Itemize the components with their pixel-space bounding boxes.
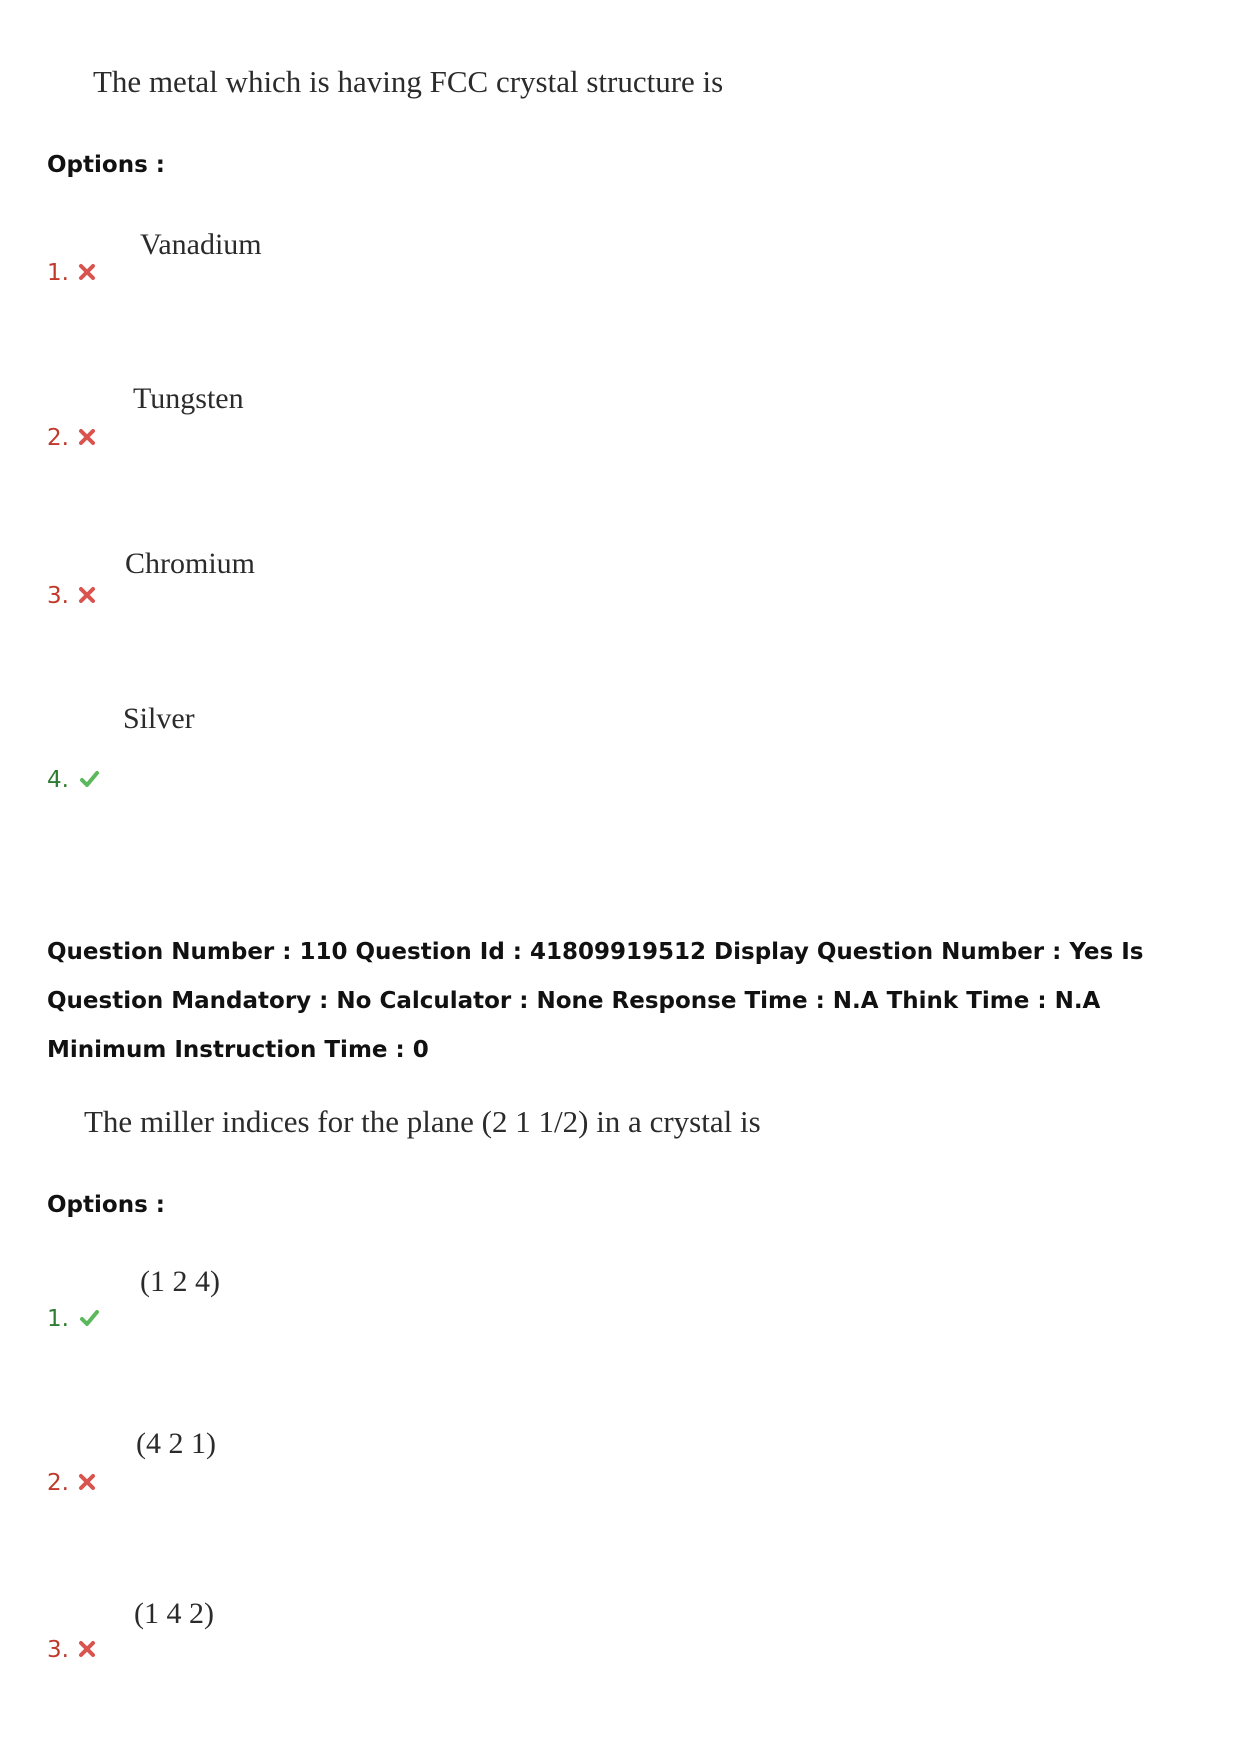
option-text: (1 4 2)	[134, 1597, 214, 1630]
option-number: 3.	[47, 1637, 97, 1663]
cross-icon	[77, 585, 97, 605]
question-text: The metal which is having FCC crystal structure is	[93, 64, 724, 99]
cross-icon	[77, 427, 97, 447]
question-meta: Question Number : 110 Question Id : 41809919512 Display Question Number : Yes Is Question Mandatory : No Calculator : None Response Time : N.A Think Time : N.A Minimum Instruction Time : 0	[47, 939, 1144, 1063]
option-number: 1.	[47, 1306, 101, 1332]
options-heading: Options :	[47, 1192, 165, 1218]
option-text: (1 2 4)	[140, 1265, 220, 1298]
option-number: 2.	[47, 425, 97, 451]
question-text: The miller indices for the plane (2 1 1/2) in a crystal is	[84, 1104, 761, 1139]
cross-icon	[77, 262, 97, 282]
options-heading: Options :	[47, 152, 165, 178]
cross-icon	[77, 1472, 97, 1492]
cross-icon	[77, 1639, 97, 1659]
option-number: 4.	[47, 767, 101, 793]
check-icon	[77, 769, 101, 789]
option-number: 2.	[47, 1470, 97, 1496]
option-text: Chromium	[125, 547, 256, 580]
option-text: Tungsten	[133, 382, 244, 415]
option-number: 3.	[47, 583, 97, 609]
option-text: Vanadium	[140, 228, 262, 261]
option-number: 1.	[47, 260, 97, 286]
option-text: (4 2 1)	[136, 1427, 216, 1460]
check-icon	[77, 1308, 101, 1328]
option-text: Silver	[123, 702, 195, 735]
